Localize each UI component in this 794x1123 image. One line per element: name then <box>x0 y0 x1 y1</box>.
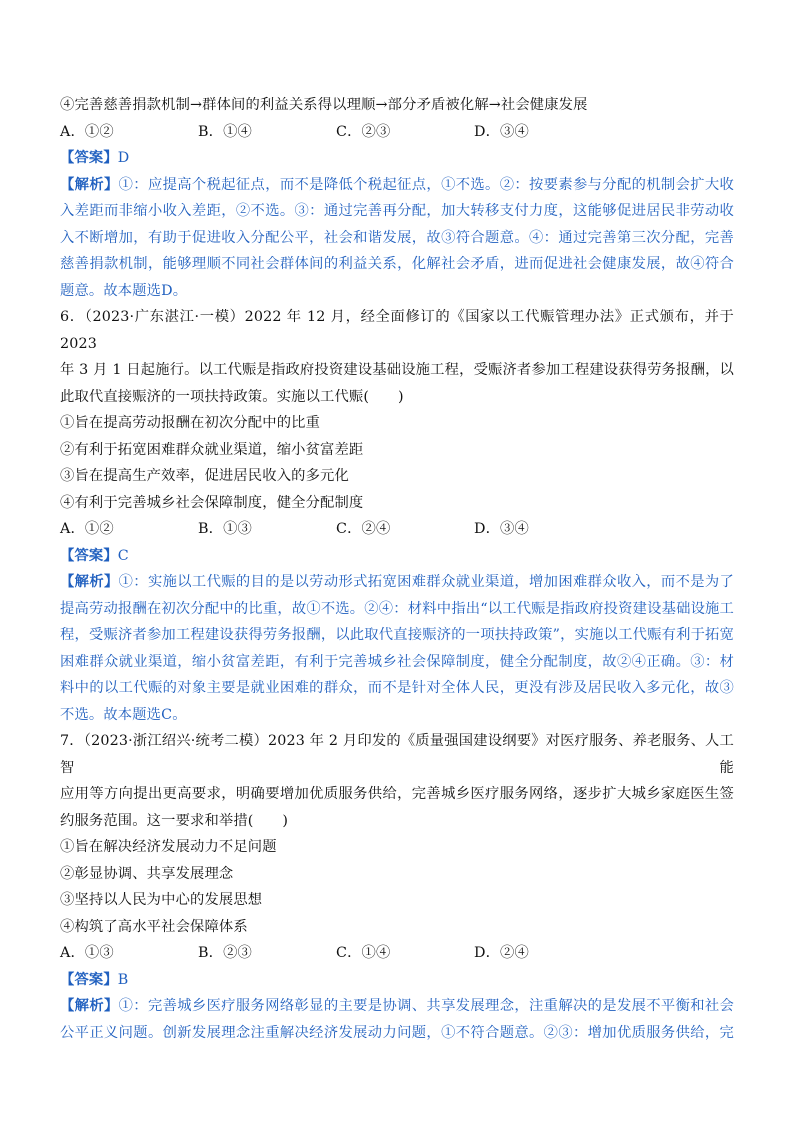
q6-option-1: ①旨在提高劳动报酬在初次分配中的比重 <box>60 415 321 431</box>
answer-tag: 【答案】 <box>60 971 118 988</box>
q6-option-2: ②有利于拓宽困难群众就业渠道，缩小贫富差距 <box>60 441 364 458</box>
q6-analysis-line: 【解析】①：实施以工代赈的目的是以劳动形式拓宽困难群众就业渠道，增加困难群众收入，而不是为了 <box>60 574 735 590</box>
q5-choice-d: D．③④ <box>474 123 529 140</box>
q5-analysis-line: 题意。故本题选D。 <box>60 282 188 299</box>
q6-analysis-line: 程，受赈济者参加工程建设获得劳务报酬，以此取代直接赈济的一项扶持政策”，实施以工代赈有利于拓宽 <box>60 627 734 643</box>
answer-value: C <box>117 547 129 564</box>
q7-stem-line: 7．（2023·浙江绍兴·统考二模）2023 年 2 月印发的《质量强国建设纲要》对医疗服务、养老服务、人工智能 <box>60 733 734 776</box>
q7-option-3: ③坚持以人民为中心的发展思想 <box>60 892 263 908</box>
q5-choice-c: C．②③ <box>336 123 391 140</box>
q6-analysis-line: 提高劳动报酬在初次分配中的比重，故①不选。②④：材料中指出“以工代赈是指政府投资建设基础设施工 <box>60 600 734 617</box>
answer-value: D <box>117 150 130 166</box>
q6-choice-c: C．②④ <box>336 521 391 537</box>
analysis-tag: 【解析】 <box>60 176 119 193</box>
q5-analysis-line: 慈善捐款机制，能够理顺不同社会群体间的利益关系，化解社会矛盾，进而促进社会健康发展，故④符合 <box>60 256 734 272</box>
q7-analysis-line: 公平正义问题。创新发展理念注重解决经济发展动力问题，①不符合题意。②③：增加优质服务供给，完 <box>60 1024 734 1041</box>
q7-analysis-line: 【解析】①：完善城乡医疗服务网络彰显的主要是协调、共享发展理念，注重解决的是发展不平衡和社会 <box>60 998 735 1014</box>
q6-stem-line: 此取代直接赈济的一项扶持政策。实施以工代赈( ) <box>60 388 404 405</box>
q5-analysis-line: 【解析】①：应提高个税起征点，而不是降低个税起征点，①不选。②：按要素参与分配的机制会扩大收 <box>60 176 735 193</box>
q5-choice-b: B．①④ <box>198 123 252 140</box>
q7-choice-d: D．②④ <box>474 945 529 961</box>
analysis-tag: 【解析】 <box>60 998 119 1014</box>
q7-answer <box>60 967 734 994</box>
q6-option-4: ④有利于完善城乡社会保障制度，健全分配制度 <box>60 494 364 511</box>
q5-analysis-line: 入不断增加，有助于促进收入分配公平，社会和谐发展，故③符合题意。④：通过完善第三次分配，完善 <box>60 229 734 246</box>
q6-choice-b: B．①③ <box>198 521 252 537</box>
document-page <box>60 92 734 1046</box>
q7-option-1: ①旨在解决经济发展动力不足问题 <box>60 839 277 855</box>
q7-option-2: ②彰显协调、共享发展理念 <box>60 865 234 882</box>
q7-option-4: ④构筑了高水平社会保障体系 <box>60 918 248 935</box>
q6-analysis-line: 困难群众就业渠道，缩小贫富差距，有利于完善城乡社会保障制度，健全分配制度，故②④正确。③：材 <box>60 653 734 670</box>
q7-choice-c: C．①④ <box>336 945 391 961</box>
answer-tag: 【答案】 <box>60 150 118 166</box>
q5-choices <box>60 119 734 146</box>
q6-analysis-line: 料中的以工代赈的对象主要是就业困难的群众，而不是针对全体人民，更没有涉及居民收入多元化，故③ <box>60 680 734 696</box>
q5-answer <box>60 145 734 172</box>
q6-option-3: ③旨在提高生产效率，促进居民收入的多元化 <box>60 468 349 484</box>
q6-choice-d: D．③④ <box>474 521 529 537</box>
q5-choice-a: A．①② <box>60 123 114 140</box>
q7-choice-a: A．①③ <box>60 945 114 961</box>
q6-choices <box>60 516 734 543</box>
q6-answer <box>60 543 734 570</box>
q6-stem-line: 6．（2023·广东湛江·一模）2022 年 12 月，经全面修订的《国家以工代赈管理办法》正式颁布，并于 2023 <box>60 309 734 352</box>
q7-choice-b: B．②③ <box>198 945 252 961</box>
analysis-tag: 【解析】 <box>60 574 119 590</box>
q7-stem-line: 应用等方向提出更高要求，明确要增加优质服务供给，完善城乡医疗服务网络，逐步扩大城乡家庭医生签 <box>60 786 734 802</box>
q6-analysis-line: 不选。故本题选C。 <box>60 706 187 723</box>
q7-stem-line: 约服务范围。这一要求和举措( ) <box>60 812 289 829</box>
q6-choice-a: A．①② <box>60 521 114 537</box>
q5-analysis-line: 入差距而非缩小收入差距，②不选。③：通过完善再分配，加大转移支付力度，这能够促进居民非劳动收 <box>60 203 734 219</box>
q5-option-4: ④完善慈善捐款机制→群体间的利益关系得以理顺→部分矛盾被化解→社会健康发展 <box>60 97 588 113</box>
answer-tag: 【答案】 <box>60 547 118 564</box>
q7-choices <box>60 940 734 967</box>
q6-stem-line: 年 3 月 1 日起施行。以工代赈是指政府投资建设基础设施工程，受赈济者参加工程建设获得劳务报酬，以 <box>60 362 734 378</box>
answer-value: B <box>117 971 129 988</box>
